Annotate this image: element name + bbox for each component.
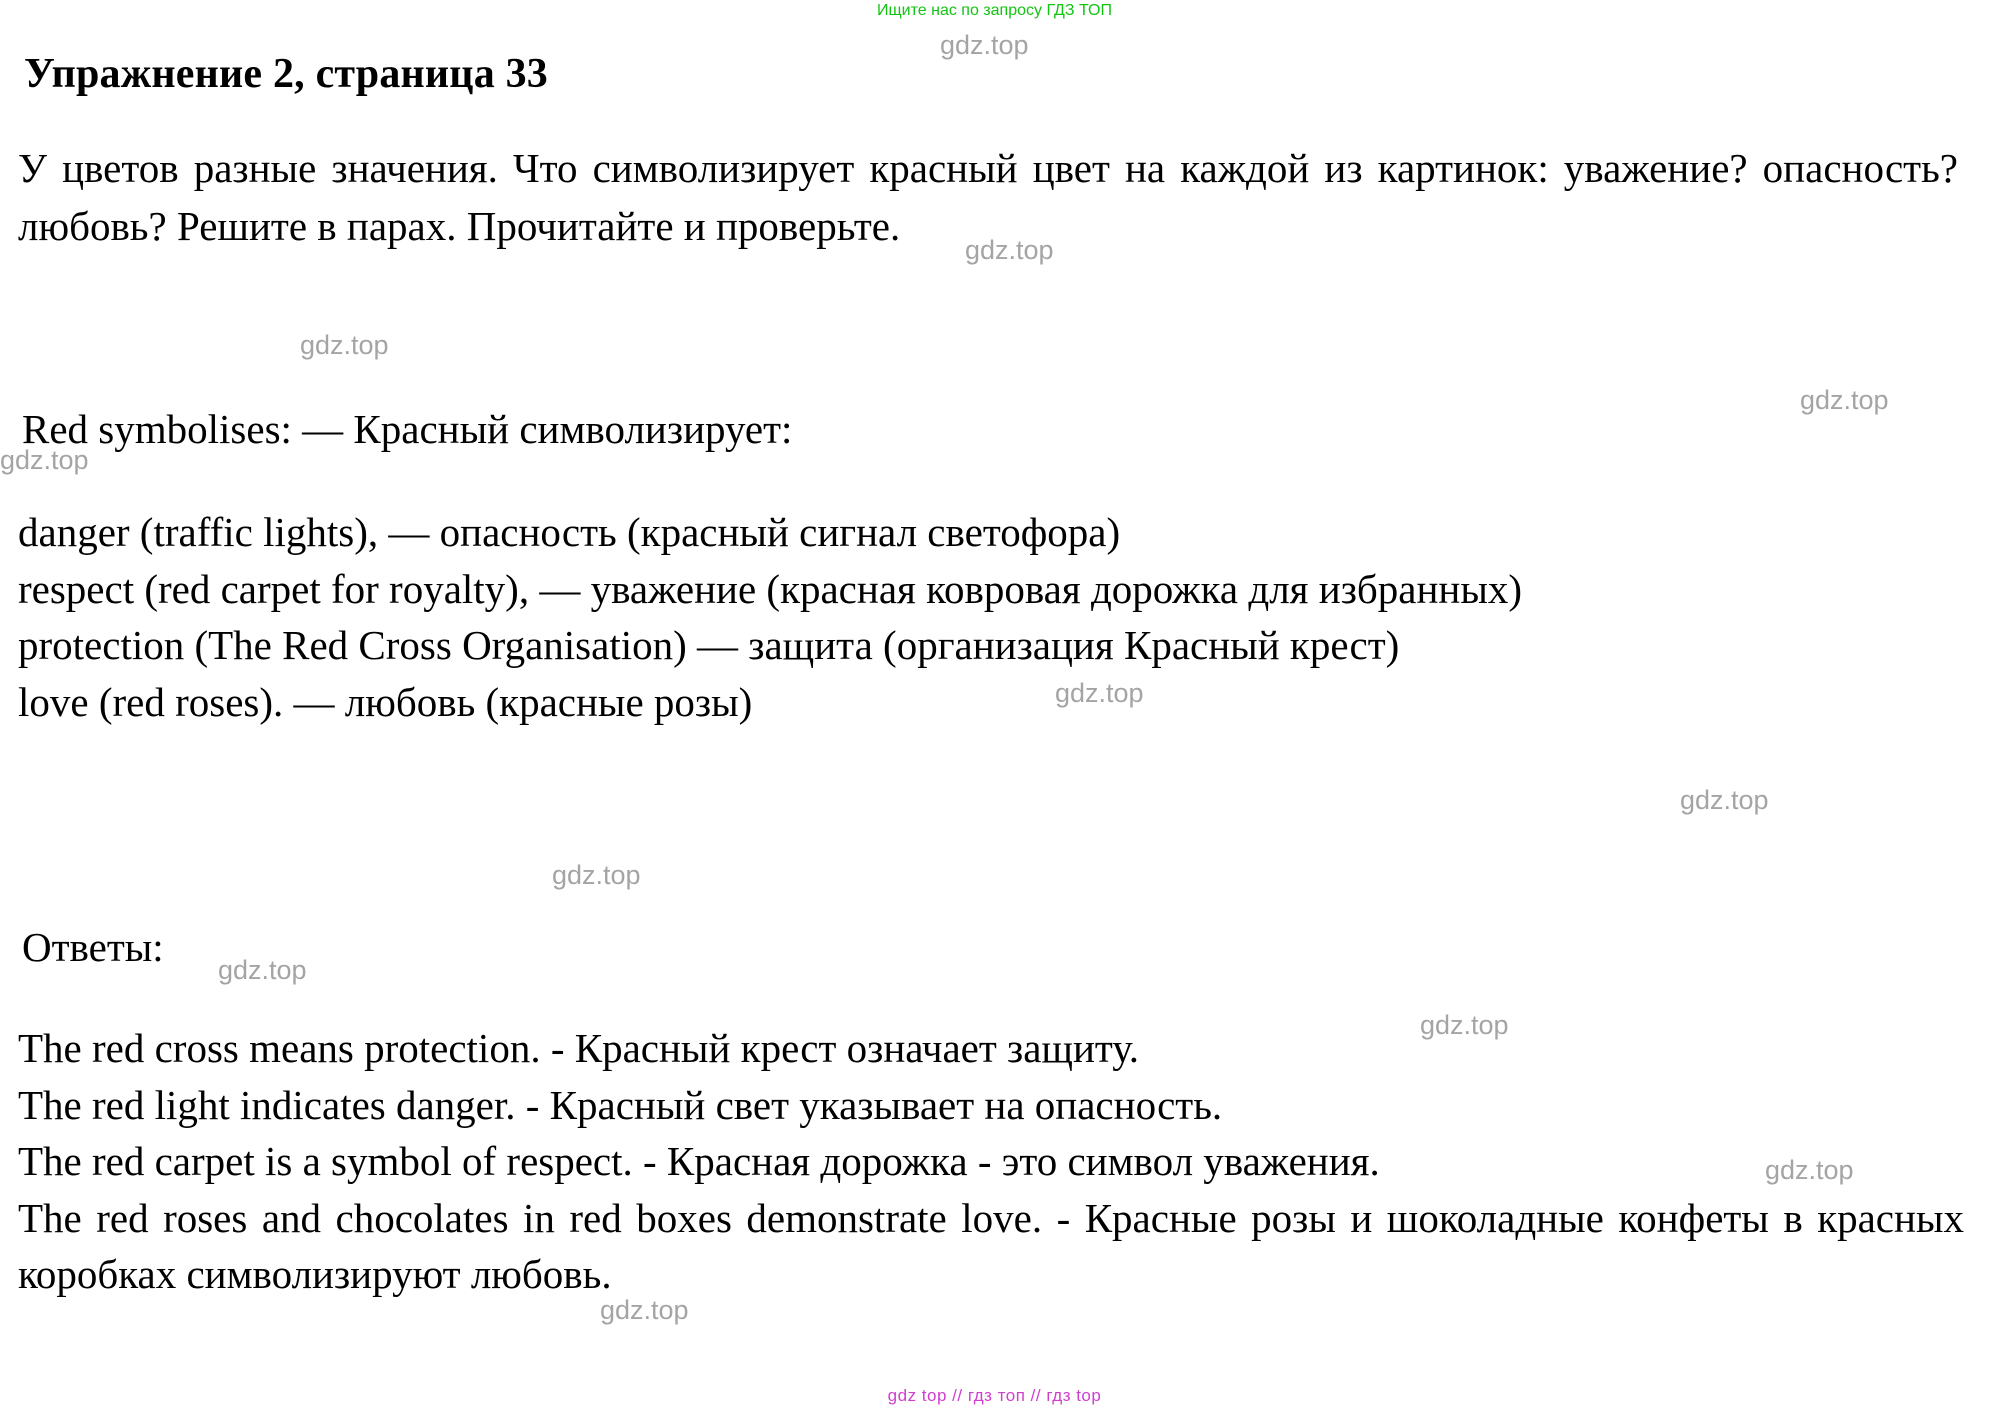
red-symbolises-heading: Red symbolises: — Красный символизирует: bbox=[22, 406, 793, 452]
watermark-mark: gdz.top bbox=[1765, 1155, 1854, 1185]
answer-line: The red light indicates danger. - Красный свет указывает на опасность. bbox=[18, 1081, 1223, 1128]
list-item: respect (red carpet for royalty), — уважение (красная ковровая дорожка для избранных) bbox=[18, 565, 1523, 612]
watermark-mark: gdz.top bbox=[965, 235, 1054, 265]
watermark-mark: gdz.top bbox=[1055, 678, 1144, 708]
watermark-top-banner: Ищите нас по запросу ГДЗ ТОП bbox=[877, 2, 1112, 19]
watermark-mark: gdz.top bbox=[1800, 385, 1889, 415]
answers-label: Ответы: bbox=[22, 924, 164, 970]
watermark-mark: gdz.top bbox=[1680, 785, 1769, 815]
symbol-list bbox=[18, 505, 1964, 729]
watermark-mark: gdz.top bbox=[1420, 1010, 1509, 1040]
answer-line: The red roses and chocolates in red boxes demonstrate love. - Красные розы и шоколадные конфеты в красных коробках символизируют любовь. bbox=[18, 1194, 1964, 1298]
list-item: danger (traffic lights), — опасность (красный сигнал светофора) bbox=[18, 509, 1121, 555]
answers-list bbox=[18, 1020, 1964, 1303]
watermark-mark: gdz.top bbox=[218, 955, 307, 985]
watermark-mark: gdz.top bbox=[552, 860, 641, 890]
list-item: love (red roses). — любовь (красные розы) bbox=[18, 678, 753, 725]
answer-line: The red cross means protection. - Красный крест означает защиту. bbox=[18, 1025, 1139, 1071]
watermark-bottom: gdz top // гдз топ // гдз top bbox=[887, 1386, 1102, 1405]
exercise-instruction: У цветов разные значения. Что символизирует красный цвет на каждой из картинок: уважение? опасность? любовь? Решите в парах. Прочитайте и проверьте. bbox=[18, 145, 1958, 250]
list-item: protection (The Red Cross Organisation) — защита (организация Красный крест) bbox=[18, 622, 1400, 669]
page-title: Упражнение 2, страница 33 bbox=[24, 51, 549, 98]
watermark-mark: gdz.top bbox=[300, 330, 389, 360]
answer-line: The red carpet is a symbol of respect. - Красная дорожка - это символ уважения. bbox=[18, 1138, 1380, 1185]
watermark-mark: gdz.top bbox=[940, 30, 1029, 60]
watermark-mark: gdz.top bbox=[600, 1295, 689, 1325]
watermark-mark: gdz.top bbox=[0, 445, 89, 475]
